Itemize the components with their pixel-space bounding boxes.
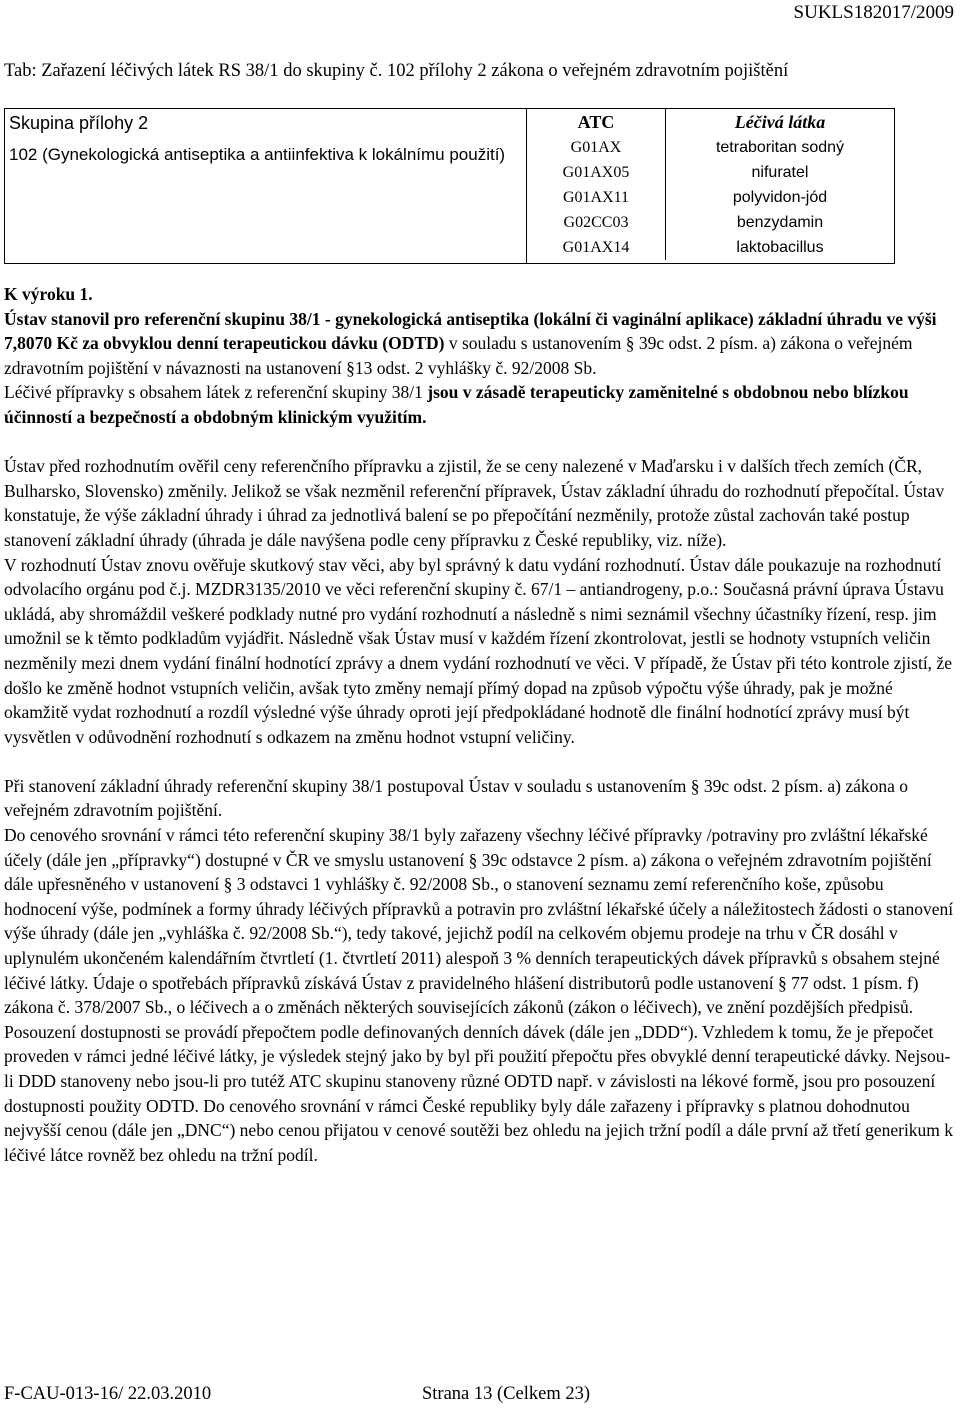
paragraph-price-check: Ústav před rozhodnutím ověřil ceny referenčního přípravku a zjistil, že se ceny nalezené v Maďarsku i v dalších třech zemích (ČR, Bulharsko, Slovensko) změnily. Jelikož se však nezměnil referenční přípravek, Ústav základní úhradu do rozhodnutí přepočítal. Ústav konstatuje, že výše základní úhrady i úhrad za jednotlivá balení se po přepočítání nezměnily, protože zůstal zachován také postup stanovení základní úhrady (úhrada je dále navýšena podle ceny přípravku z České republiky, viz. níže).: [4, 456, 945, 550]
statement-text: v souladu s ustanovením § 39c odst. 2 písm. a) zákona o veřejném zdravotním pojištění v návaznosti na ustanovení §13 odst. 2 vyhlášky č. 92/2008 Sb.: [4, 333, 913, 378]
col-substance-header: Léčivá látka: [734, 112, 826, 132]
table-row: [527, 185, 894, 210]
group-description: 102 (Gynekologická antiseptika a antiinfektiva k lokálnímu použití): [9, 145, 506, 164]
substance-table: [527, 109, 894, 260]
page-footer: [4, 1384, 590, 1405]
paragraph-interchangeability: [4, 380, 954, 429]
document-reference: SUKLS182017/2009: [793, 2, 954, 23]
atc-code: G02CC03: [527, 210, 666, 235]
table-caption: Tab: Zařazení léčivých látek RS 38/1 do skupiny č. 102 přílohy 2 zákona o veřejném zdravotním pojištění: [4, 61, 789, 81]
group-table: [4, 108, 895, 264]
group-cell: [5, 109, 527, 264]
document-body: [4, 282, 954, 1167]
atc-code: G01AX14: [527, 235, 666, 260]
paragraph-verification: V rozhodnutí Ústav znovu ověřuje skutkový stav věci, aby byl správný k datu vydání rozhodnutí. Ústav dále poukazuje na rozhodnutí odvolacího orgánu pod č.j. MZDR3135/2010 ve věci referenční skupiny č. 67/1 – antiandrogeny, p.o.: Současná právní úprava Ústavu ukládá, aby shromáždil veškeré podklady nutné pro vydání rozhodnutí a následně s nimi seznámil všechny účastníky řízení, resp. jim umožnil se k těmto podkladům vyjádřit. Následně však Ústav musí v každém řízení zkontrolovat, jestli se hodnoty vstupních veličin nezměnily mezi dnem vydání finální hodnotící zprávy a dnem vydání rozhodnutí ve věci. V případě, že Ústav při této kontrole zjistí, že došlo ke změně hodnot vstupních veličin, avšak tyto změny nemají přímý dopad na způsob výpočtu výše úhrady, pak je možné okamžitě vydat rozhodnutí a rozdíl výsledné výše úhrady oproti její předpokládané hodnotě dle finální hodnotící zprávy musí být vysvětlen v odůvodnění rozhodnutí s odkazem na změnu hodnot vstupní veličiny.: [4, 554, 952, 747]
col-atc-header: ATC: [527, 109, 666, 135]
interchangeability-bold: jsou v zásadě terapeuticky zaměnitelné s obdobnou nebo blízkou účinností a bezpečností a obdobným klinickým využitím.: [4, 382, 909, 427]
atc-code: G01AX11: [527, 185, 666, 210]
substance-name: polyvidon-jód: [732, 189, 828, 206]
page-number: Strana 13 (Celkem 23): [422, 1384, 590, 1404]
substance-table-header: [527, 109, 894, 135]
paragraph-comparison: Do cenového srovnání v rámci této referenční skupiny 38/1 byly zařazeny všechny léčivé přípravky /potraviny pro zvláštní lékařské účely (dále jen „přípravky“) dostupné v ČR ve smyslu ustanovení § 39c odstavce 2 písm. a) zákona o veřejném zdravotním pojištění dále upřesněného v ustanovení § 3 odstavci 1 vyhlášky č. 92/2008 Sb., o stanovení seznamu zemí referenčního koše, způsobu hodnocení výše, podmínek a formy úhrady léčivých přípravků a potravin pro zvláštní lékařské účely a náležitostech žádosti o stanovení výše úhrady (dále jen „vyhláška č. 92/2008 Sb.“), tedy takové, jejichž podíl na celkovém objemu prodeje na trhu v ČR dosáhl v uplynulém ukončeném kalendářním čtvrtletí (1. čtvrtletí 2011) alespoň 3 % denních terapeutických dávek přípravků s obsahem stejné léčivé látky. Údaje o spotřebách přípravků získává Ústav z pravidelného hlášení distributorů podle ustanovení § 77 odst. 1 písm. f) zákona č. 378/2007 Sb., o léčivech a o změnách některých souvisejících zákonů (zákon o léčivech), ve znění pozdějších předpisů. Posouzení dostupnosti se provádí přepočtem podle definovaných denních dávek (dále jen „DDD“). Vzhledem k tomu, že je přepočet proveden v rámci jedné léčivé látky, je výsledek stejný jako by byl při použití přepočtu přes obvyklé denní terapeutické dávky. Nejsou-li DDD stanoveny nebo jsou-li pro tutéž ATC skupinu stanoveny různé ODTD např. v závislosti na lékové formě, jsou pro posouzení dostupnosti použity ODTD. Do cenového srovnání v rámci České republiky byly dále zařazeny i přípravky s platnou dohodnutou nejvyšší cenou (dále jen „DNC“) nebo cenou přijatou v cenové soutěži bez ohledu na jejich tržní podíl a dále první až třetí generikum k léčivé látce rovněž bez ohledu na tržní podíl.: [4, 825, 954, 1165]
substance-name: benzydamin: [736, 214, 824, 231]
atc-code: G01AX: [527, 135, 666, 160]
table-row: [527, 210, 894, 235]
section-heading: K výroku 1.: [4, 284, 93, 304]
substance-name: nifuratel: [751, 164, 809, 181]
atc-code: G01AX05: [527, 160, 666, 185]
table-row: [527, 235, 894, 260]
interchangeability-text: Léčivé přípravky s obsahem látek z referenční skupiny 38/1: [4, 382, 428, 403]
group-header: Skupina přílohy 2: [9, 113, 149, 133]
paragraph-procedure: Při stanovení základní úhrady referenční skupiny 38/1 postupoval Ústav v souladu s ustanovením § 39c odst. 2 písm. a) zákona o veřejném zdravotním pojištění.: [4, 775, 908, 821]
substance-name: tetraboritan sodný: [715, 139, 845, 156]
substance-name: laktobacillus: [736, 239, 824, 256]
table-row: [527, 160, 894, 185]
table-row: [527, 135, 894, 160]
statement-bold: Ústav stanovil pro referenční skupinu 38/1 - gynekologická antiseptika (lokální či vaginální aplikace) základní úhradu ve výši 7,8070 Kč za obvyklou denní terapeutickou dávku (ODTD): [4, 308, 937, 354]
paragraph-statement: [4, 307, 954, 381]
footer-code: F-CAU-013-16/ 22.03.2010: [4, 1384, 212, 1404]
substance-cell: [527, 109, 895, 264]
